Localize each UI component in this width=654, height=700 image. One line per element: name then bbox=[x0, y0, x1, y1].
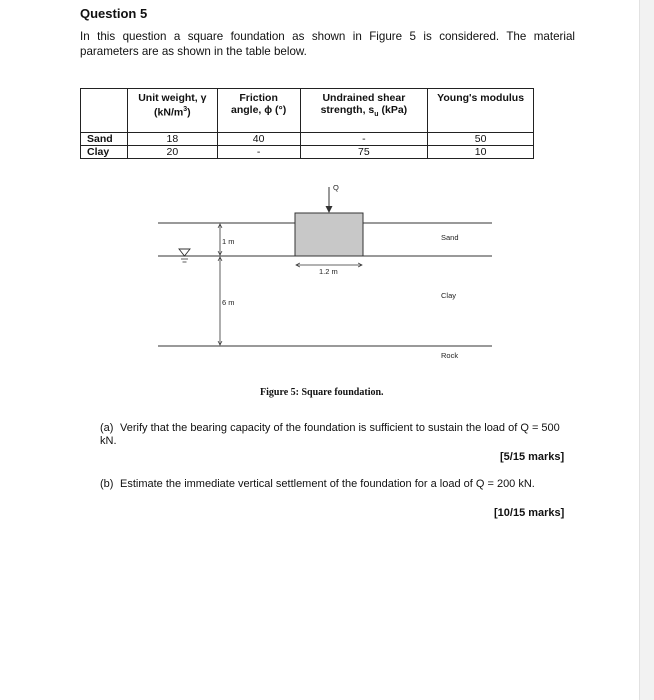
cell-undrained-strength: - bbox=[300, 133, 428, 146]
question-title: Question 5 bbox=[80, 6, 148, 21]
part-a-marks: [5/15 marks] bbox=[500, 451, 565, 463]
cell-unit-weight: 20 bbox=[127, 146, 217, 159]
part-b-marks: [10/15 marks] bbox=[494, 507, 565, 519]
cell-friction-angle: - bbox=[217, 146, 300, 159]
row-label-sand: Sand bbox=[81, 133, 128, 146]
question-intro: In this question a square foundation as shown in Figure 5 is considered. The material parameters are as shown in the table below. bbox=[80, 30, 575, 58]
layer-label-clay: Clay bbox=[441, 291, 457, 300]
foundation-block bbox=[295, 213, 363, 256]
depth-label-6m: 6 m bbox=[222, 298, 235, 307]
figure-caption: Figure 5: Square foundation. bbox=[260, 387, 384, 398]
cell-youngs-modulus: 10 bbox=[428, 146, 534, 159]
cell-friction-angle: 40 bbox=[217, 133, 300, 146]
header-youngs-modulus: Young's modulus bbox=[428, 89, 534, 133]
question-part-b bbox=[100, 478, 600, 490]
part-b-text: Estimate the immediate vertical settlement of the foundation for a load of Q = 200 kN. bbox=[120, 478, 535, 490]
cell-youngs-modulus: 50 bbox=[428, 133, 534, 146]
depth-label-1m: 1 m bbox=[222, 237, 235, 246]
part-a-text: Verify that the bearing capacity of the foundation is sufficient to sustain the load of Q = 500 kN. bbox=[100, 422, 560, 447]
width-label: 1.2 m bbox=[319, 267, 338, 276]
row-label-clay: Clay bbox=[81, 146, 128, 159]
question-part-a bbox=[100, 422, 570, 448]
load-arrowhead bbox=[326, 206, 333, 213]
cell-undrained-strength: 75 bbox=[300, 146, 428, 159]
layer-label-sand: Sand bbox=[441, 233, 459, 242]
part-b-prefix: (b) bbox=[100, 478, 114, 490]
load-label: Q bbox=[333, 183, 339, 192]
layer-label-rock: Rock bbox=[441, 351, 459, 360]
header-undrained-strength: Undrained shear strength, $s_u$ (kPa) bbox=[300, 89, 428, 133]
cell-unit-weight: 18 bbox=[127, 133, 217, 146]
header-friction-angle: Friction angle, ϕ (°) bbox=[217, 89, 300, 133]
header-unit-weight: Unit weight, γ $(kN/m^3)$ bbox=[127, 89, 217, 133]
part-a-prefix: (a) bbox=[100, 422, 114, 434]
